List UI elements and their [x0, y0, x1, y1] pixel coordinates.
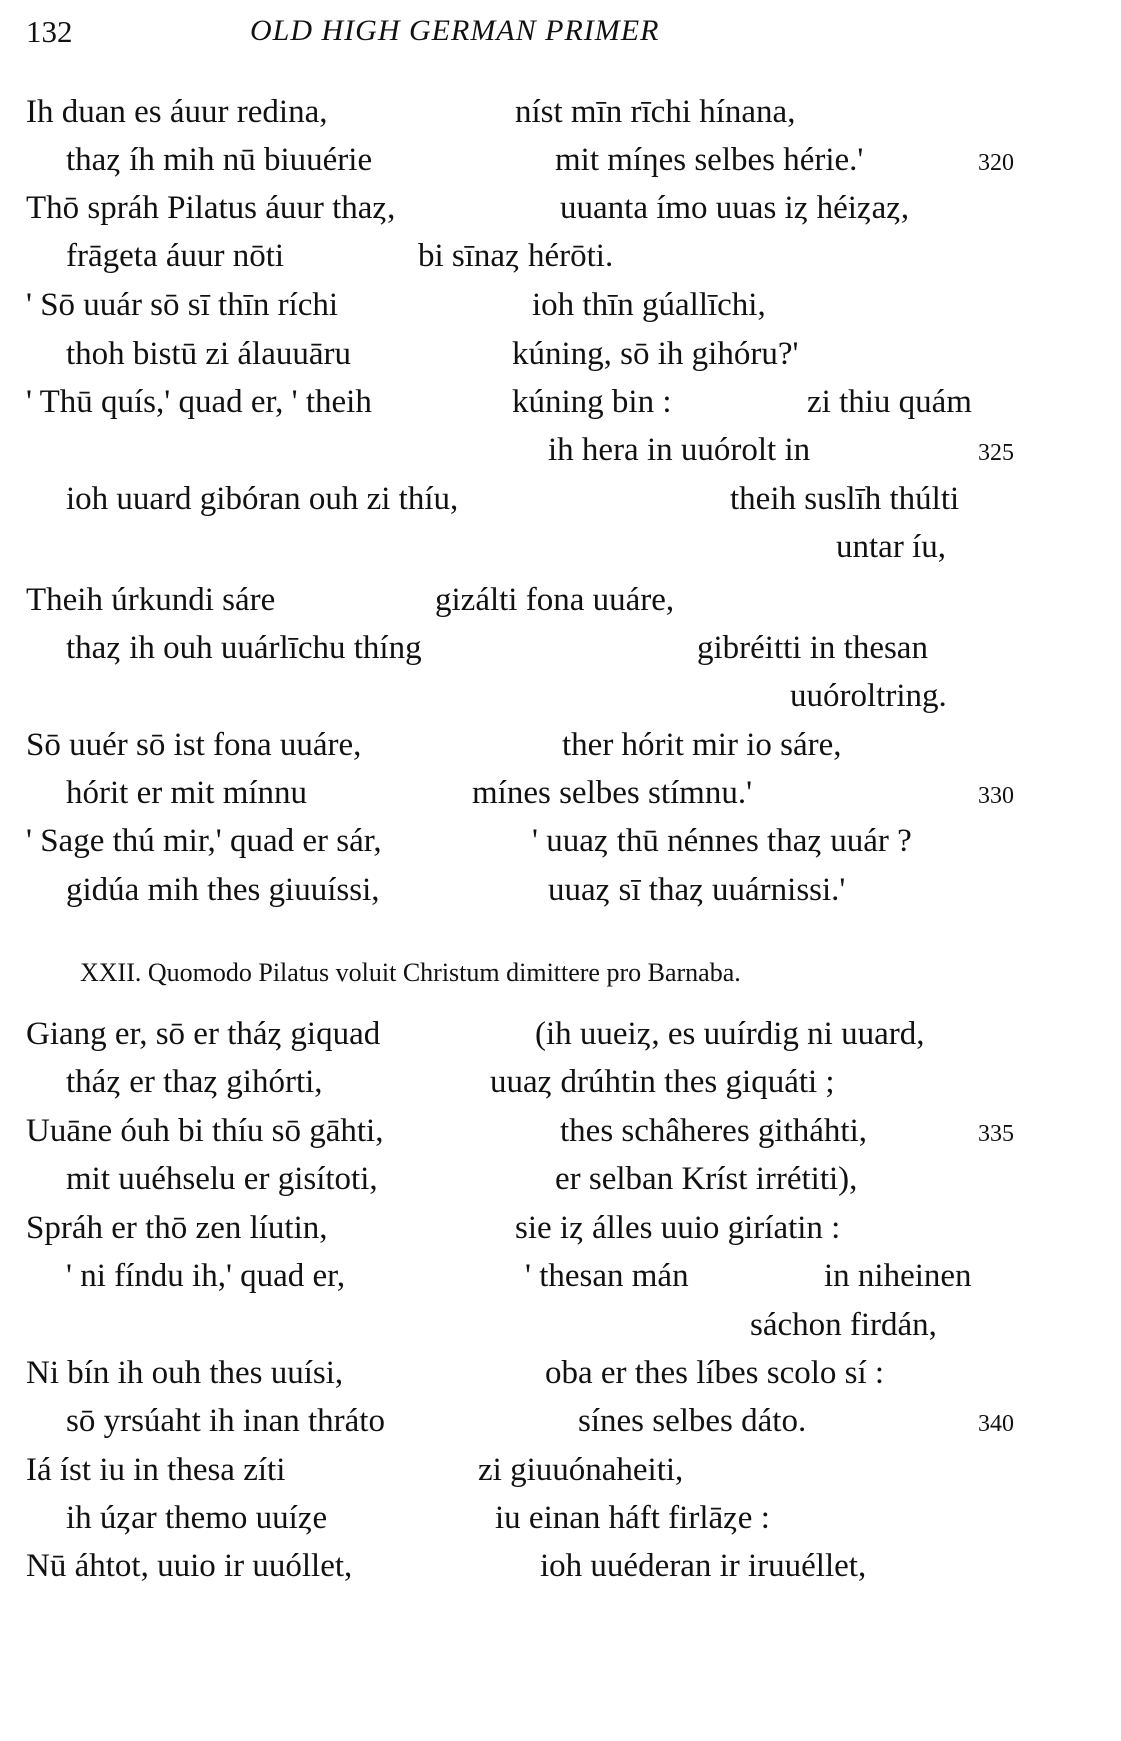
verse-a: ' ni fíndu ih,' quad er, — [66, 1258, 346, 1294]
verse-a: ' Thū quís,' quad er, ' theih — [26, 384, 372, 420]
verse-b: bi sīnaȥ hérōti. — [418, 238, 614, 274]
verse-b: ioh uuéderan ir iruuéllet, — [540, 1548, 867, 1584]
verse-b: gibréitti in thesan — [697, 630, 928, 666]
verse-line — [0, 582, 1121, 630]
verse-b: uuóroltring. — [790, 678, 947, 714]
verse-a: ih úȥar themo uuíȥe — [66, 1500, 328, 1536]
verse-b: sínes selbes dáto. — [578, 1403, 807, 1439]
verse-b: mínes selbes stímnu.' — [472, 775, 753, 811]
verse-line — [0, 727, 1121, 775]
verse-line — [0, 1307, 1121, 1355]
verse-line — [0, 432, 1121, 480]
verse-b: uuaȥ sī thaȥ uuárnissi.' — [548, 872, 846, 908]
verse-b: kúning bin : — [512, 384, 672, 420]
verse-a: Uuāne óuh bi thíu sō gāhti, — [26, 1113, 384, 1149]
verse-a: ioh uuard gibóran ouh zi thíu, — [66, 481, 459, 517]
verse-line — [0, 142, 1121, 190]
verse-a: Spráh er thō zen líutin, — [26, 1210, 328, 1246]
verse-a: Thō spráh Pilatus áuur thaȥ, — [26, 190, 396, 226]
verse-a: Iá íst iu in thesa zíti — [26, 1452, 286, 1488]
verse-line — [0, 190, 1121, 238]
verse-line — [0, 238, 1121, 286]
line-number: 330 — [978, 783, 1014, 809]
verse-b: er selban Kríst irrétiti), — [555, 1161, 858, 1197]
verse-a: thaȥ ih ouh uuárlīchu thíng — [66, 630, 422, 666]
page-number: 132 — [26, 14, 73, 49]
running-title: OLD HIGH GERMAN PRIMER — [250, 14, 660, 47]
verse-b: sáchon firdán, — [750, 1307, 937, 1343]
line-number: 325 — [978, 440, 1014, 466]
verse-b: ioh thīn gúallīchi, — [532, 287, 766, 323]
verse-b: oba er thes líbes scolo sí : — [545, 1355, 885, 1391]
verse-a: Nū áhtot, uuio ir uuóllet, — [26, 1548, 353, 1584]
line-number: 340 — [978, 1411, 1014, 1437]
verse-line — [0, 481, 1121, 529]
verse-line — [0, 823, 1121, 871]
verse-line — [0, 872, 1121, 920]
verse-line — [0, 630, 1121, 678]
verse-b: untar íu, — [836, 529, 946, 565]
verse-line — [0, 1500, 1121, 1548]
verse-a: Sō uuér sō ist fona uuáre, — [26, 727, 362, 763]
verse-a: ' Sō uuár sō sī thīn ríchi — [26, 287, 339, 323]
verse-a: hórit er mit mínnu — [66, 775, 308, 811]
verse-a: thaȥ íh mih nū biuuérie — [66, 142, 373, 178]
verse-b: mit míƞes selbes hérie.' — [555, 142, 864, 178]
verse-line — [0, 1548, 1121, 1596]
verse-b: uuanta ímo uuas iȥ héiȥaȥ, — [560, 190, 910, 226]
section-title: XXII. Quomodo Pilatus voluit Christum dimittere pro Barnaba. — [80, 958, 741, 987]
verse-line — [0, 1113, 1121, 1161]
line-number: 335 — [978, 1121, 1014, 1147]
verse-a: gidúa mih thes giuuíssi, — [66, 872, 380, 908]
verse-b: uuaȥ drúhtin thes giquáti ; — [490, 1064, 835, 1100]
verse-a: Ih duan es áuur redina, — [26, 94, 328, 130]
verse-line — [0, 1452, 1121, 1500]
verse-b: (ih uueiȥ, es uuírdig ni uuard, — [535, 1016, 925, 1052]
verse-line — [0, 384, 1121, 432]
verse-line — [0, 1016, 1121, 1064]
verse-line — [0, 1064, 1121, 1112]
verse-a: frāgeta áuur nōti — [66, 238, 285, 274]
verse-b: gizálti fona uuáre, — [435, 582, 675, 618]
verse-line — [0, 775, 1121, 823]
verse-line — [0, 287, 1121, 335]
verse-b: thes schâheres githáhti, — [560, 1113, 867, 1149]
verse-line — [0, 1355, 1121, 1403]
verse-line — [0, 678, 1121, 726]
verse-a: Ni bín ih ouh thes uuísi, — [26, 1355, 344, 1391]
verse-line — [0, 1403, 1121, 1451]
verse-line — [0, 1210, 1121, 1258]
verse-b: sie iȥ álles uuio giríatin : — [515, 1210, 841, 1246]
verse-b: theih suslīh thúlti — [730, 481, 960, 517]
verse-a: Giang er, sō er tháȥ giquad — [26, 1016, 381, 1052]
verse-c: in niheinen — [824, 1258, 972, 1294]
verse-line — [0, 94, 1121, 142]
verse-a: ' Sage thú mir,' quad er sár, — [26, 823, 382, 859]
verse-b: ' thesan mán — [525, 1258, 689, 1294]
verse-b: ther hórit mir io sáre, — [562, 727, 842, 763]
verse-a: tháȥ er thaȥ gihórti, — [66, 1064, 323, 1100]
verse-line — [0, 1258, 1121, 1306]
verse-b: ' uuaȥ thū nénnes thaȥ uuár ? — [532, 823, 912, 859]
verse-b: zi giuuónaheiti, — [478, 1452, 684, 1488]
verse-a: sō yrsúaht ih inan thráto — [66, 1403, 385, 1439]
verse-b: iu einan háft firlāȥe : — [495, 1500, 770, 1536]
verse-b: kúning, sō ih gihóru?' — [512, 336, 799, 372]
verse-line — [0, 1161, 1121, 1209]
verse-line — [0, 336, 1121, 384]
verse-b: níst mīn rīchi hínana, — [515, 94, 796, 130]
verse-a: thoh bistū zi álauuāru — [66, 336, 352, 372]
line-number: 320 — [978, 150, 1014, 176]
verse-a: mit uuéhselu er gisítoti, — [66, 1161, 378, 1197]
verse-c: zi thiu quám — [807, 384, 972, 420]
verse-line — [0, 529, 1121, 577]
verse-b: ih hera in uuórolt in — [548, 432, 811, 468]
verse-a: Theih úrkundi sáre — [26, 582, 276, 618]
